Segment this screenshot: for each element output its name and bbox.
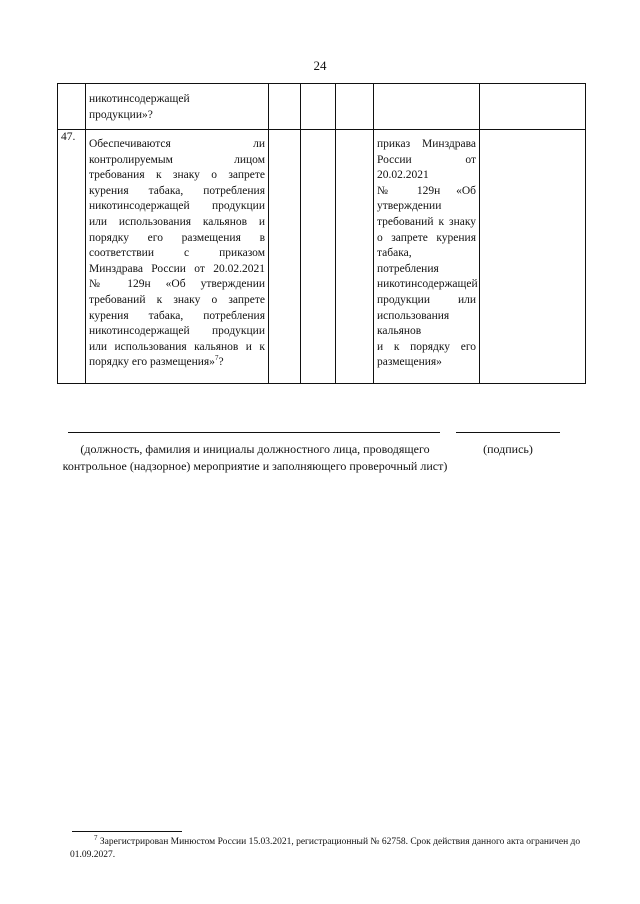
cell-answer-na [336, 130, 374, 384]
question-mark: ? [218, 356, 224, 369]
reference-line: табака, потребления [377, 247, 439, 275]
continued-line: никотинсодержащей [89, 93, 190, 105]
cell-answer-yes [269, 84, 301, 130]
cell-answer-yes [269, 130, 301, 384]
cell-answer-no [301, 84, 336, 130]
question-line: порядку его размещения» [89, 356, 215, 369]
continued-line: продукции»? [89, 108, 153, 121]
question-line: Минздрава России от 20.02.2021 [89, 262, 265, 275]
reference-line: № 129н «Об [377, 184, 476, 197]
question-last-line [89, 355, 265, 371]
cell-note-47 [480, 130, 586, 384]
checklist-table [57, 83, 586, 384]
table-row-47 [58, 130, 586, 384]
cell-question-47 [86, 130, 269, 384]
cell-answer-na [336, 84, 374, 130]
question-line: или использования кальянов и [89, 215, 265, 228]
row-number: 47. [58, 130, 86, 384]
footnote-marker: 7 [94, 833, 98, 842]
official-signature-line [68, 432, 440, 433]
signature-caption: (подпись) [483, 442, 533, 456]
page-number: 24 [313, 58, 327, 73]
reference-line: о запрете курения [377, 231, 476, 244]
question-line: курения табака, потребления [89, 184, 265, 197]
question-line: требований к знаку о запрете [89, 293, 265, 306]
question-line: никотинсодержащей продукции [89, 200, 265, 213]
footnote [70, 833, 590, 862]
question-line: соответствии с приказом [89, 247, 265, 260]
question-line: требования к знаку о запрете [89, 169, 265, 182]
question-line: контролируемым лицом [89, 153, 265, 166]
footnote-divider [72, 831, 182, 832]
reference-line: России от 20.02.2021 [377, 153, 476, 182]
reference-line: утверждении [377, 200, 442, 213]
reference-line: продукции или [377, 293, 476, 306]
table-row-continued [58, 84, 586, 130]
cell-question-continued [86, 84, 269, 130]
reference-line: размещения» [377, 356, 442, 369]
cell-note-empty [480, 84, 586, 130]
reference-line: приказ Минздрава [377, 138, 476, 150]
footnote-text: Зарегистрирован Минюстом России 15.03.2021, регистрационный № 62758. Срок действия данного акта ограничен до 01.09.2027. [70, 837, 581, 860]
signature-line [456, 432, 560, 433]
cell-number-empty [58, 84, 86, 130]
footnote-ref: 7 [214, 354, 219, 363]
cell-reference-empty [374, 84, 480, 130]
official-caption: (должность, фамилия и инициалы должностного лица, проводящего контрольное (надзорное) мероприятие и заполняющего проверочный лист) [62, 442, 448, 473]
question-line: курения табака, потребления [89, 309, 265, 322]
question-line: порядку его размещения в [89, 231, 265, 244]
question-line: Обеспечиваются ли [89, 138, 265, 150]
question-line: никотинсодержащей продукции [89, 325, 265, 338]
cell-reference-47 [374, 130, 480, 384]
question-line: № 129н «Об утверждении [89, 278, 265, 291]
reference-line: требований к знаку [377, 215, 476, 228]
reference-line: использования кальянов [377, 309, 450, 338]
question-line: или использования кальянов и к [89, 340, 265, 353]
reference-line: никотинсодержащей [377, 278, 478, 291]
cell-answer-no [301, 130, 336, 384]
reference-line: и к порядку его [377, 340, 476, 353]
